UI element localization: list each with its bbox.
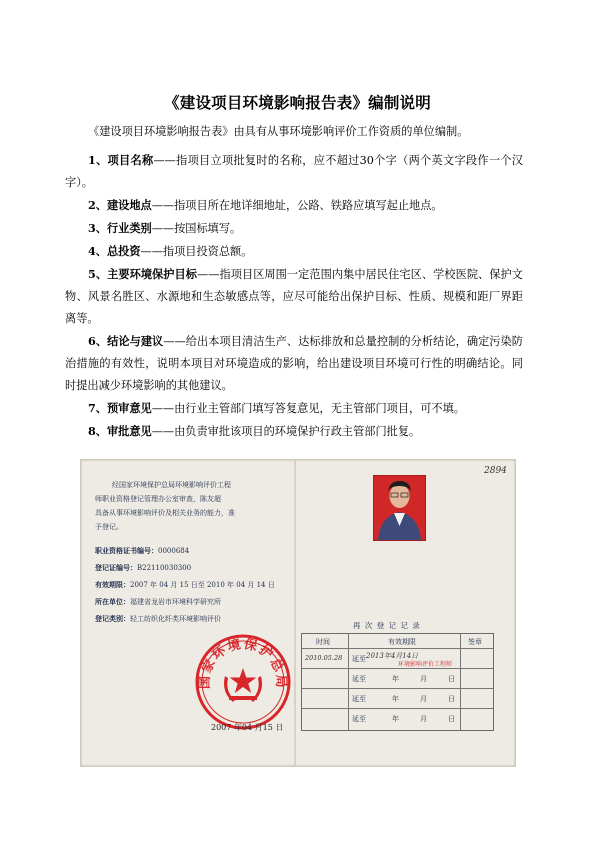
list-item bbox=[65, 149, 523, 194]
intro-paragraph: 《建设项目环境影响报告表》由具有从事环境影响评价工作资质的单位编制。 bbox=[88, 125, 469, 138]
cert-field: 有效期限：2007 年 04 月 15 日至 2010 年 04 月 14 日 bbox=[95, 581, 275, 589]
cert-field: 所在单位：福建省龙岩市环境科学研究所 bbox=[95, 598, 221, 606]
item-label: 1、项目名称 bbox=[88, 153, 154, 167]
statement-line: 具备从事环境影响评价及相关业务的能力，准 bbox=[95, 509, 235, 517]
table-cell: 年 bbox=[392, 715, 399, 723]
item-label: 3、行业类别 bbox=[88, 221, 152, 235]
cert-field: 登记证编号：B22110030300 bbox=[95, 564, 192, 572]
table-cell: 2010.05.28 bbox=[305, 654, 343, 662]
item-text: ——由行业主管部门填写答复意见，无主管部门项目，可不填。 bbox=[151, 402, 465, 415]
page-title: 《建设项目环境影响报告表》编制说明 bbox=[164, 93, 431, 112]
table-cell-stamp: 环境影响评价工程师 bbox=[398, 661, 453, 668]
item-text: ——按国标填写。 bbox=[151, 222, 242, 235]
statement-line: 予登记。 bbox=[95, 523, 123, 531]
statement-line: 经国家环境保护总局环境影响评价工程 bbox=[112, 481, 231, 489]
list-item bbox=[65, 330, 523, 397]
table-cell: 日 bbox=[448, 715, 455, 723]
item-label: 4、总投资 bbox=[88, 244, 141, 258]
table-cell: 年 bbox=[392, 695, 399, 703]
certificate-image bbox=[80, 459, 516, 767]
item-text: ——指项目立项批复时的名称，应不超过30个字（两个英文字段作一个汉字）。 bbox=[65, 154, 523, 189]
list-item bbox=[88, 240, 523, 263]
item-text: ——指项目区周围一定范围内集中居民住宅区、学校医院、保护文物、风景名胜区、水源地和生态敏感点等，应尽可能给出保护目标、性质、规模和距厂界距离等。 bbox=[65, 268, 523, 325]
table-cell: 延至 bbox=[352, 715, 366, 723]
list-item bbox=[88, 420, 523, 443]
item-text: ——由负责审批该项目的环境保护行政主管部门批复。 bbox=[151, 425, 421, 438]
list-item bbox=[88, 194, 523, 217]
cert-field: 职业资格证书编号：0000684 bbox=[95, 547, 190, 555]
table-header: 有效期限 bbox=[388, 638, 416, 646]
item-label: 7、预审意见 bbox=[88, 401, 152, 415]
item-text: ——指项目投资总额。 bbox=[140, 245, 253, 258]
certificate-fold bbox=[294, 460, 296, 766]
reg-title: 再 次 登 记 记 录 bbox=[353, 621, 421, 630]
list-item bbox=[88, 217, 523, 240]
person-icon bbox=[374, 476, 425, 540]
item-text: ——给出本项目清洁生产、达标排放和总量控制的分析结论，确定污染防治措施的有效性，说明本项目对环境造成的影响，给出建设项目环境可行性的明确结论。同时提出减少环境影响的其他建议。 bbox=[65, 335, 523, 392]
table-cell: 月 bbox=[420, 675, 427, 683]
table-cell: 日 bbox=[448, 695, 455, 703]
seal-stamp-icon bbox=[193, 632, 293, 732]
table-cell: 2013年4月14日 bbox=[366, 652, 419, 660]
table-cell: 延至 bbox=[352, 695, 366, 703]
statement-line: 师职业资格登记管理办公室审查，陈友超 bbox=[95, 495, 221, 503]
corner-number: 2894 bbox=[484, 466, 507, 476]
seal-text: 国家环境保护总局 bbox=[197, 636, 289, 690]
cert-field: 登记类别：轻工纺织化纤类环境影响评价 bbox=[95, 615, 221, 623]
item-label: 6、结论与建议 bbox=[88, 334, 164, 348]
table-cell: 延至 bbox=[352, 655, 366, 663]
item-text: ——指项目所在地详细地址，公路、铁路应填写起止地点。 bbox=[151, 199, 443, 212]
list-item bbox=[65, 263, 523, 330]
item-label: 2、建设地点 bbox=[88, 198, 152, 212]
registration-table bbox=[301, 633, 494, 731]
item-label: 5、主要环境保护目标 bbox=[88, 267, 198, 281]
table-cell: 月 bbox=[420, 715, 427, 723]
list-item bbox=[88, 397, 523, 420]
seal-date: 2007 年04 月15 日 bbox=[211, 723, 284, 732]
table-cell: 年 bbox=[392, 675, 399, 683]
portrait-photo bbox=[373, 475, 426, 541]
table-cell: 月 bbox=[420, 695, 427, 703]
item-list bbox=[65, 149, 523, 443]
item-label: 8、审批意见 bbox=[88, 424, 152, 438]
table-cell: 延至 bbox=[352, 675, 366, 683]
table-cell: 日 bbox=[448, 675, 455, 683]
table-header: 签章 bbox=[468, 638, 482, 646]
table-header: 时间 bbox=[316, 638, 330, 646]
